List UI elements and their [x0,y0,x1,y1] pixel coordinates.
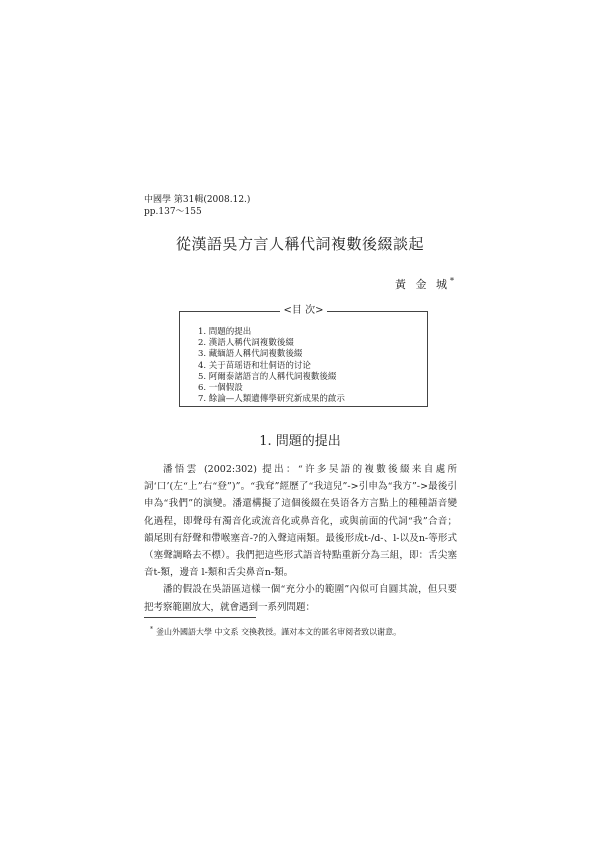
section-heading: 1. 問題的提出 [259,434,341,449]
toc-item: 5. 阿爾泰諸語言的人稱代詞複數後綴 [198,371,337,382]
body-text [144,461,457,616]
toc-item: 1. 問題的提出 [198,327,252,337]
toc-item: 2. 漢語人稱代詞複數後綴 [198,338,294,349]
journal-issue: 中國學 第31輯(2008.12.) [144,195,251,205]
author-name: 黃 金 城 [395,278,450,291]
toc-title [180,305,427,317]
toc-list [198,327,345,405]
paragraph: 潘的假設在吳語區這樣一個“充分小的範圍”內似可自圓其說，但只要把考察範圍放大，就會遇到一系列問題： [144,584,457,613]
toc-title-text: <目 次> [280,305,328,316]
footnote-mark: * [150,626,153,633]
table-of-contents [179,305,428,407]
footnote-rule [144,617,256,618]
journal-info [144,194,250,218]
author [395,276,454,292]
toc-item: 7. 餘論—人類遺傳學研究新成果的啟示 [198,394,345,405]
toc-item: 4. 关于苗瑶语和壮侗语的讨论 [198,360,311,371]
footnote [150,624,401,638]
paragraph: 潘悟雲 (2002:302) 提出：“许多吴語的複數後綴来自處所詞‘口’(左“上”右“登”)”。“我耷”經歷了“我這兒”->引申為“我方”->最後引申為“我們”的演變。潘還構擬了這個後綴在吳语各方言點上的種種語音變化過程，即聲母有濁音化或流音化或鼻音化，或與前面的代詞“我”合音；韻尾則有舒聲和帶喉塞音-?的入聲這兩類。最後形成t-/d-、l-以及n-等形式（塞聲調略去不標）。我們把這些形式語音特點重新分為三組，即：舌尖塞音t-類，邊音 l-類和舌尖鼻音n-類。 [144,464,457,579]
page-range: pp.137～155 [144,207,202,217]
footnote-text: 釜山外國語大學 中文系 交換教授。謹对本文的匿名审阅者致以谢意。 [156,627,402,637]
paper-title: 從漢語吳方言人稱代詞複數後綴談起 [175,235,424,253]
author-footnote-mark: * [450,276,454,286]
toc-item: 3. 藏緬語人稱代詞複數後綴 [198,349,303,360]
toc-item: 6. 一個假設 [198,383,243,394]
